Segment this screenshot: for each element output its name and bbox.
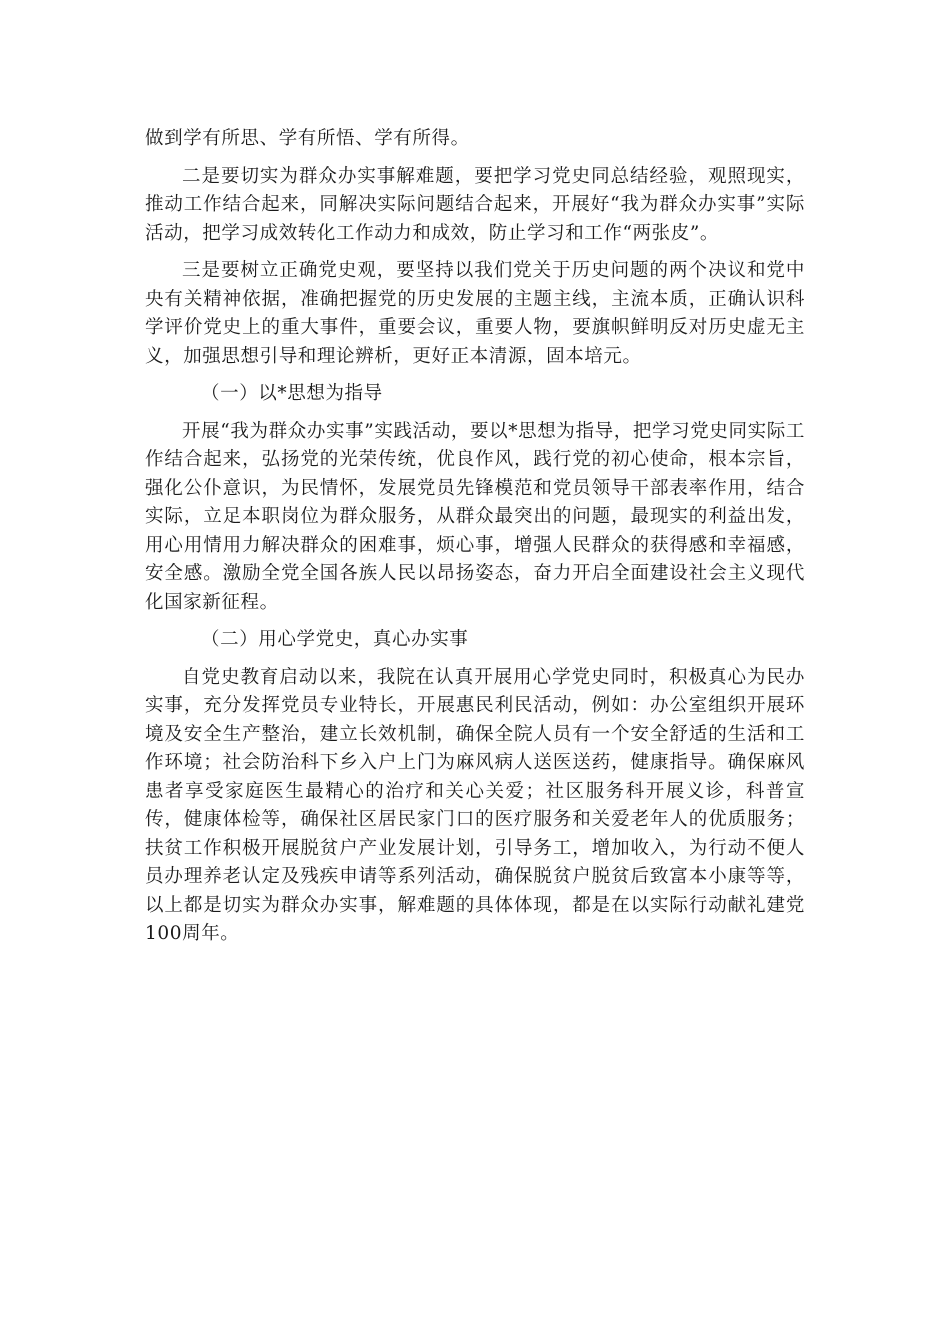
section-heading-one: （一）以*思想为指导 <box>201 383 383 404</box>
paragraph-section-two: 自党史教育启动以来，我院在认真开展用心学党史同时，积极真心为民办实事，充分发挥党员专业特长，开展惠民利民活动，例如：办公室组织开展环境及安全生产整治，建立长效机制，确保全院人员有一个安全舒适的生活和工作环境；社会防治科下乡入户上门为麻风病人送医送药，健康指导。确保麻风患者享受家庭医生最精心的治疗和关心关爱；社区服务科开展义诊，科普宣传，健康体检等，确保社区居民家门口的医疗服务和关爱老年人的优质服务；扶贫工作积极开展脱贫户产业发展计划，引导务工，增加收入，为行动不便人员办理养老认定及残疾申请等系列活动，确保脱贫户脱贫后致富本小康等等，以上都是切实为群众办实事，解难题的具体体现，都是在以实际行动献礼建党100周年。 <box>145 666 805 944</box>
paragraph-point-three: 三是要树立正确党史观，要坚持以我们党关于历史问题的两个决议和党中央有关精神依据，准确把握党的历史发展的主题主线，主流本质，正确认识科学评价党史上的重大事件，重要会议，重要人物，要旗帜鲜明反对历史虚无主义，加强思想引导和理论辨析，更好正本清源，固本培元。 <box>145 260 805 367</box>
section-heading-two: （二）用心学党史，真心办实事 <box>201 629 469 650</box>
paragraph-continued: 做到学有所思、学有所悟、学有所得。 <box>145 128 470 149</box>
document-body <box>145 125 805 958</box>
paragraph-section-one: 开展“我为群众办实事”实践活动，要以*思想为指导，把学习党史同实际工作结合起来，弘扬党的光荣传统，优良作风，践行党的初心使命，根本宗旨，强化公仆意识，为民情怀，发展党员先锋模范和党员领导干部表率作用，结合实际，立足本职岗位为群众服务，从群众最突出的问题，最现实的利益出发，用心用情用力解决群众的困难事，烦心事，增强人民群众的获得感和幸福感，安全感。激励全党全国各族人民以昂扬姿态，奋力开启全面建设社会主义现代化国家新征程。 <box>145 420 805 613</box>
paragraph-point-two: 二是要切实为群众办实事解难题，要把学习党史同总结经验，观照现实，推动工作结合起来，同解决实际问题结合起来，开展好“我为群众办实事”实际活动，把学习成效转化工作动力和成效，防止学习和工作“两张皮”。 <box>145 165 805 244</box>
